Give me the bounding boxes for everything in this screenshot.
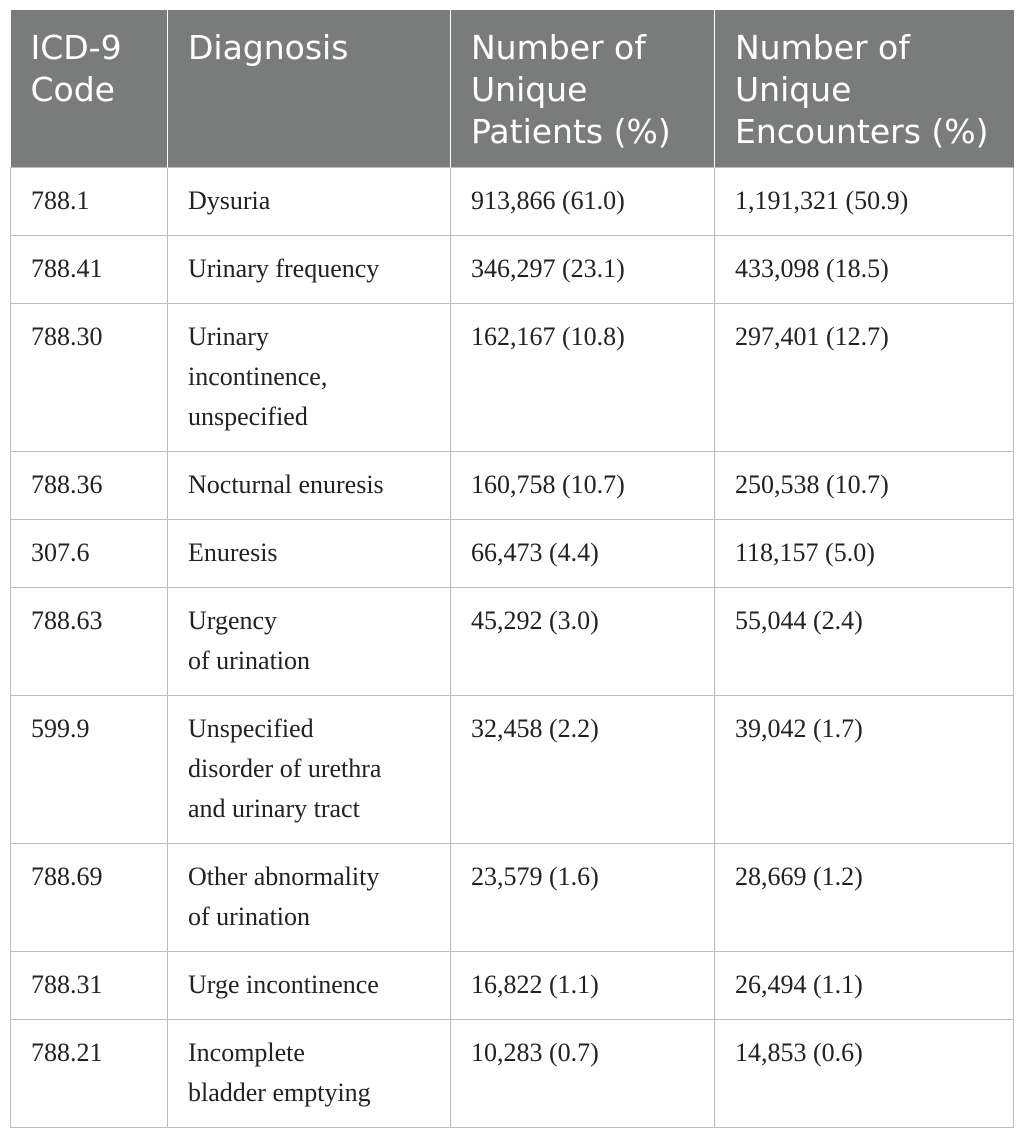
diagnosis-line: Urinary <box>188 321 269 351</box>
diagnosis-line: Urinary frequency <box>188 253 380 283</box>
cell-diagnosis <box>168 303 451 451</box>
cell-icd9-code: 599.9 <box>11 695 168 843</box>
cell-unique-encounters: 118,157 (5.0) <box>715 519 1014 587</box>
table-header <box>11 10 1014 167</box>
table-row <box>11 167 1014 235</box>
cell-unique-encounters: 250,538 (10.7) <box>715 451 1014 519</box>
table-row <box>11 587 1014 695</box>
cell-diagnosis <box>168 951 451 1019</box>
header-row <box>11 10 1014 167</box>
cell-unique-patients: 66,473 (4.4) <box>451 519 715 587</box>
cell-diagnosis <box>168 1019 451 1127</box>
cell-unique-patients: 45,292 (3.0) <box>451 587 715 695</box>
cell-icd9-code: 788.36 <box>11 451 168 519</box>
cell-unique-encounters: 1,191,321 (50.9) <box>715 167 1014 235</box>
header-line: Diagnosis <box>188 28 349 67</box>
cell-unique-patients: 10,283 (0.7) <box>451 1019 715 1127</box>
cell-unique-patients: 16,822 (1.1) <box>451 951 715 1019</box>
cell-icd9-code: 788.69 <box>11 843 168 951</box>
header-icd9-code <box>11 10 168 167</box>
diagnosis-line: Other abnormality <box>188 861 380 891</box>
cell-icd9-code: 788.63 <box>11 587 168 695</box>
cell-unique-encounters: 55,044 (2.4) <box>715 587 1014 695</box>
header-diagnosis <box>168 10 451 167</box>
cell-icd9-code: 788.41 <box>11 235 168 303</box>
diagnosis-line: Dysuria <box>188 185 271 215</box>
header-line: Number of <box>735 28 910 67</box>
diagnosis-line: incontinence, <box>188 361 328 391</box>
table-row <box>11 451 1014 519</box>
header-unique-encounters <box>715 10 1014 167</box>
cell-diagnosis <box>168 235 451 303</box>
cell-icd9-code: 788.1 <box>11 167 168 235</box>
cell-unique-patients: 162,167 (10.8) <box>451 303 715 451</box>
cell-diagnosis <box>168 451 451 519</box>
table-row <box>11 951 1014 1019</box>
diagnosis-line: Incomplete <box>188 1037 305 1067</box>
diagnosis-line: and urinary tract <box>188 793 360 823</box>
cell-unique-encounters: 297,401 (12.7) <box>715 303 1014 451</box>
cell-unique-encounters: 28,669 (1.2) <box>715 843 1014 951</box>
table-row <box>11 235 1014 303</box>
cell-icd9-code: 788.30 <box>11 303 168 451</box>
header-line: Encounters (%) <box>735 112 989 151</box>
diagnosis-line: Urge incontinence <box>188 969 379 999</box>
header-line: Unique <box>735 70 852 109</box>
cell-unique-patients: 913,866 (61.0) <box>451 167 715 235</box>
diagnosis-table <box>10 10 1014 1128</box>
cell-unique-encounters: 39,042 (1.7) <box>715 695 1014 843</box>
header-line: Unique <box>471 70 588 109</box>
diagnosis-line: of urination <box>188 901 311 931</box>
diagnosis-line: bladder emptying <box>188 1077 371 1107</box>
cell-unique-encounters: 26,494 (1.1) <box>715 951 1014 1019</box>
table-body <box>11 167 1014 1127</box>
diagnosis-line: Nocturnal enuresis <box>188 469 384 499</box>
header-line: Patients (%) <box>471 112 671 151</box>
header-line: Code <box>30 70 115 109</box>
cell-diagnosis <box>168 167 451 235</box>
cell-diagnosis <box>168 695 451 843</box>
header-line: ICD-9 <box>30 28 122 67</box>
cell-unique-patients: 23,579 (1.6) <box>451 843 715 951</box>
cell-unique-encounters: 14,853 (0.6) <box>715 1019 1014 1127</box>
diagnosis-line: of urination <box>188 645 311 675</box>
table-row <box>11 695 1014 843</box>
cell-unique-patients: 160,758 (10.7) <box>451 451 715 519</box>
cell-diagnosis <box>168 843 451 951</box>
table-row <box>11 303 1014 451</box>
diagnosis-line: Urgency <box>188 605 278 635</box>
cell-unique-patients: 32,458 (2.2) <box>451 695 715 843</box>
cell-icd9-code: 307.6 <box>11 519 168 587</box>
table-row <box>11 1019 1014 1127</box>
diagnosis-line: unspecified <box>188 401 308 431</box>
header-line: Number of <box>471 28 646 67</box>
diagnosis-line: Enuresis <box>188 537 278 567</box>
cell-unique-patients: 346,297 (23.1) <box>451 235 715 303</box>
cell-icd9-code: 788.31 <box>11 951 168 1019</box>
cell-unique-encounters: 433,098 (18.5) <box>715 235 1014 303</box>
table-row <box>11 519 1014 587</box>
table-row <box>11 843 1014 951</box>
diagnosis-line: Unspecified <box>188 713 314 743</box>
header-unique-patients <box>451 10 715 167</box>
diagnosis-line: disorder of urethra <box>188 753 382 783</box>
cell-icd9-code: 788.21 <box>11 1019 168 1127</box>
cell-diagnosis <box>168 587 451 695</box>
cell-diagnosis <box>168 519 451 587</box>
